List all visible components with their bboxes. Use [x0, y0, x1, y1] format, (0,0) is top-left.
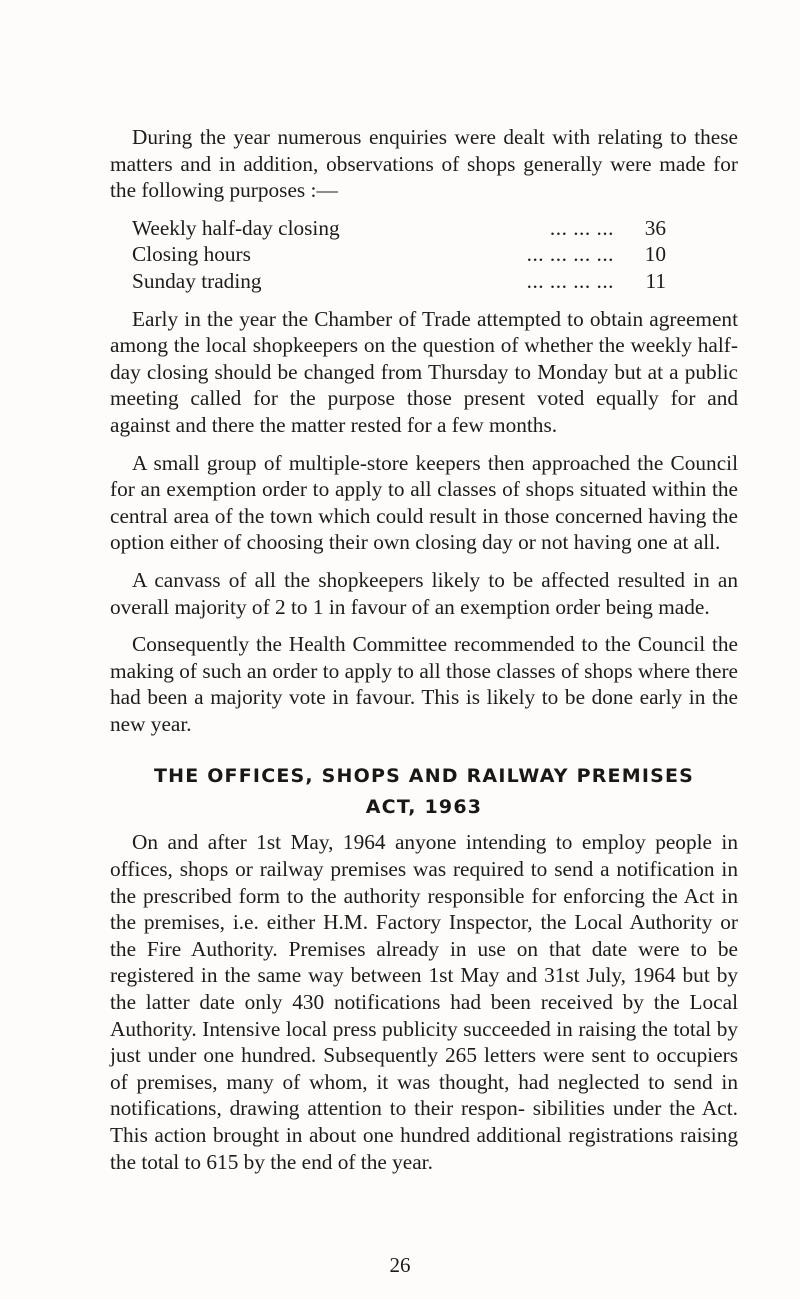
list-item	[132, 215, 666, 242]
purpose-label: Sunday trading	[132, 268, 262, 293]
text-column	[110, 124, 738, 1186]
purpose-label: Closing hours	[132, 242, 251, 267]
section-heading-line1: THE OFFICES, SHOPS AND RAILWAY PREMISES	[153, 765, 695, 788]
canvass-paragraph: A canvass of all the shopkeepers likely to be affected resulted in an overall majority of 2 to 1 in favour of an exemption order being made.	[110, 567, 738, 619]
leader-dots: ... ... ... ...	[526, 268, 614, 293]
list-item	[132, 268, 666, 295]
leader-dots: ... ... ...	[549, 215, 614, 240]
leader-dots: ... ... ... ...	[526, 242, 614, 267]
purposes-list	[110, 215, 738, 295]
intro-paragraph: During the year numerous enquiries were dealt with relating to these matters and in addition, observations of shops generally were made for the following purposes :—	[110, 125, 738, 203]
purpose-count: 11	[645, 268, 666, 293]
purpose-count: 36	[644, 215, 666, 240]
section-heading-line2: ACT, 1963	[365, 796, 483, 819]
chamber-paragraph: Early in the year the Chamber of Trade attempted to obtain agreement among the local shopkeepers on the question of whether the weekly half-day closing should be changed from Thursday to Monday but at a public meeting called for the purpose those present voted equally for and against and there the matter rested for a few months.	[110, 306, 738, 437]
list-item	[132, 241, 666, 268]
committee-paragraph: Consequently the Health Committee recommended to the Council the making of such an order to apply to all those classes of shops where there had been a majority vote in favour. This is likely to be done early in the new year.	[110, 632, 738, 736]
page-number: 26	[389, 1253, 411, 1277]
section-heading	[110, 761, 738, 823]
purpose-count: 10	[644, 242, 666, 267]
exemption-paragraph: A small group of multiple-store keepers then approached the Council for an exemption order to apply to all classes of shops situated within the central area of the town which could result in those concerned having the option either of choosing their own closing day or not having one at all.	[110, 450, 738, 555]
section-body-paragraph: On and after 1st May, 1964 anyone intending to employ people in offices, shops or railway premises was required to send a notification in the prescribed form to the authority responsible for enforcing the Act in the premises, i.e. either H.M. Factory Inspector, the Local Authority or the Fire Authority. Premises already in use on that date were to be registered in the same way between 1st May and 31st July, 1964 but by the latter date only 430 notifications had been received by the Local Authority. Intensive local press publicity succeeded in raising the total by just under one hundred. Subsequently 265 letters were sent to occupiers of premises, many of whom, it was thought, had neglected to send in notifications, drawing attention to their respon- sibilities under the Act. This action brought in about one hundred additional registrations raising the total to 615 by the end of the year.	[110, 830, 738, 1174]
purpose-label: Weekly half-day closing	[132, 215, 340, 240]
